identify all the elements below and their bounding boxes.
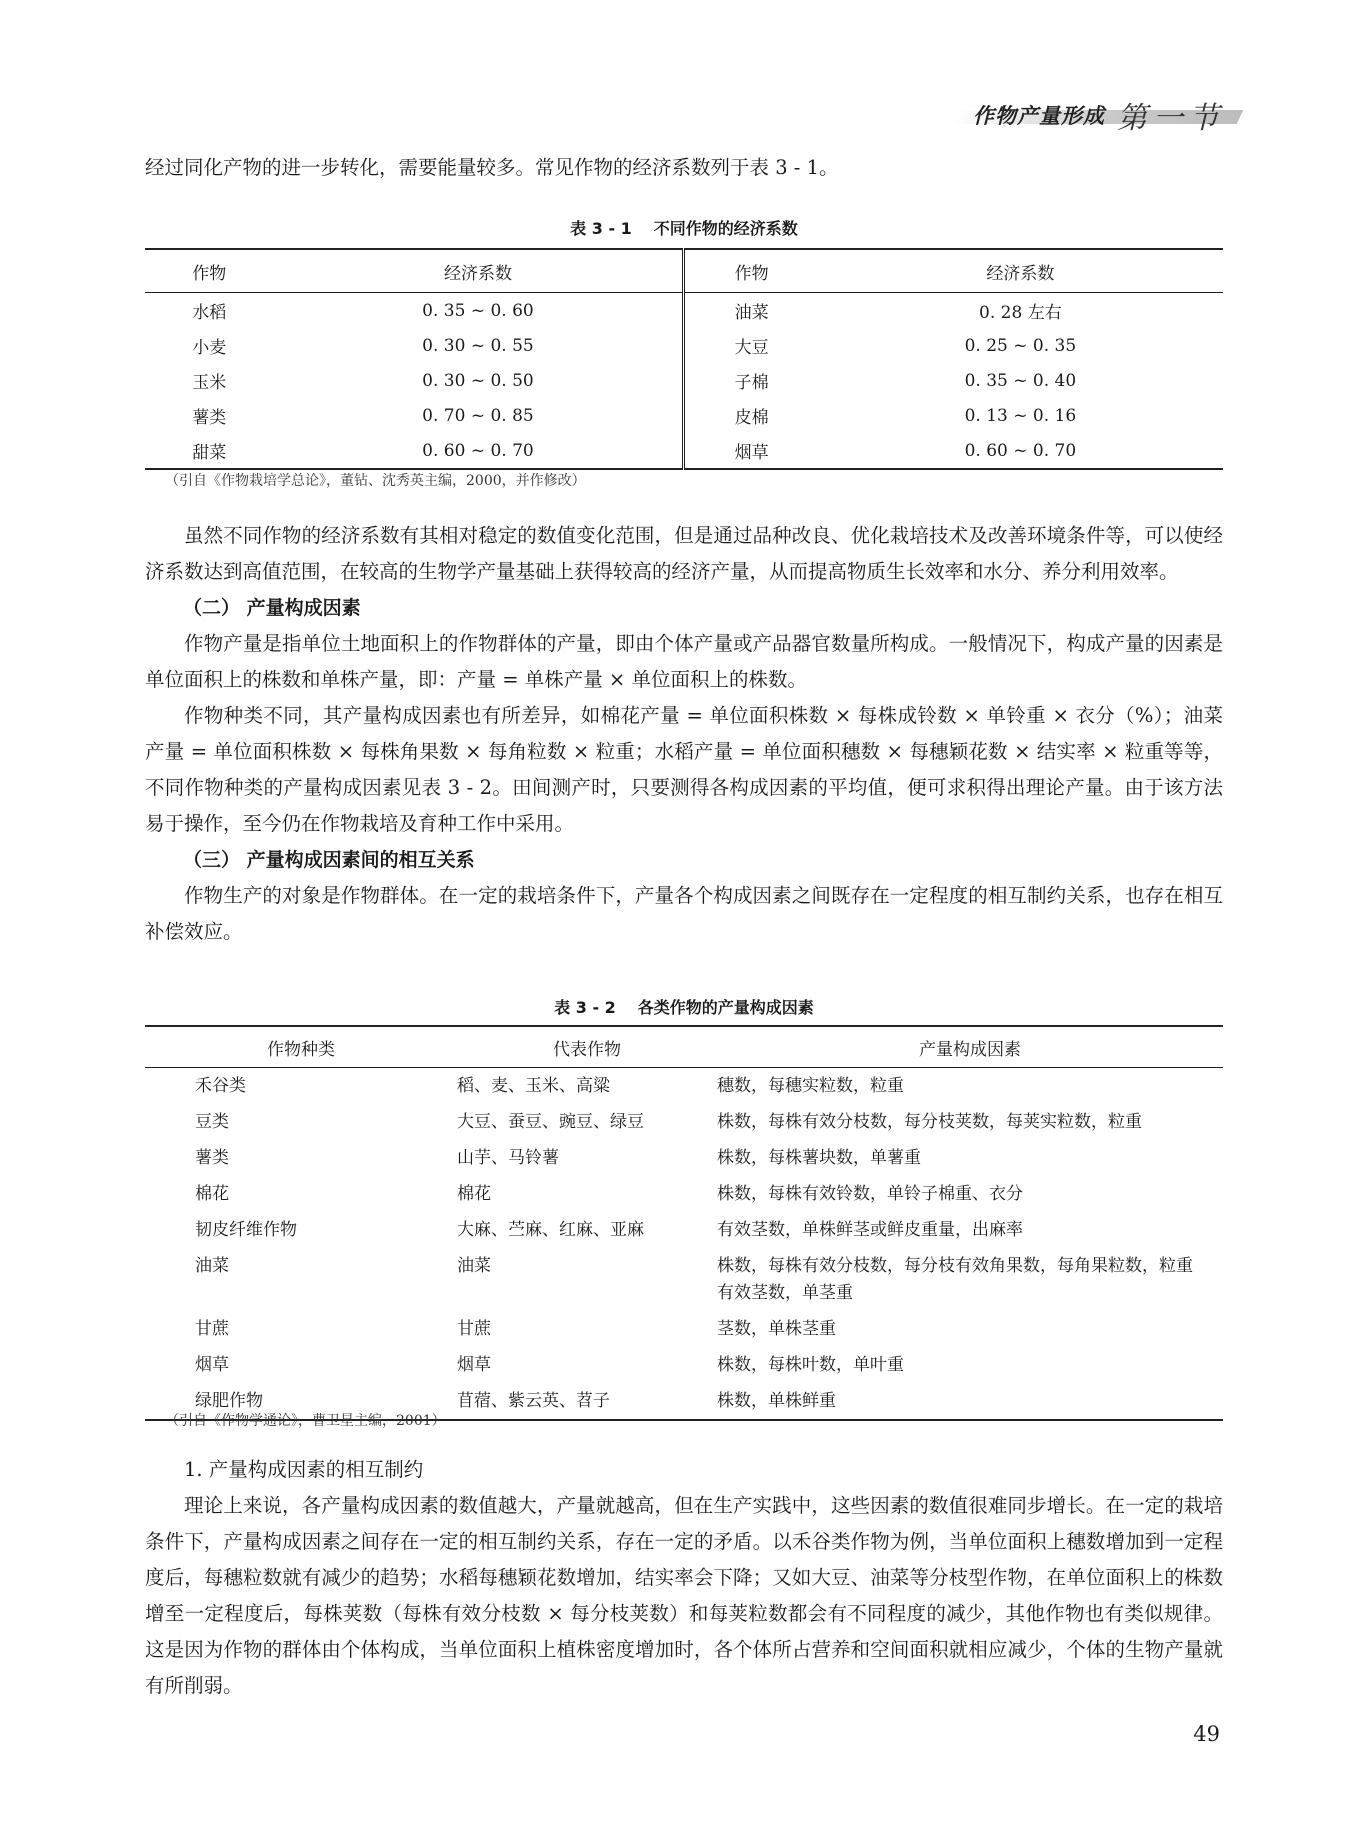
table-cell: 甘蔗	[195, 1319, 229, 1339]
table-cell: 烟草	[457, 1355, 491, 1375]
table-row	[145, 1212, 1223, 1248]
table-cell: 穗数，每穗实粒数，粒重	[717, 1076, 904, 1096]
table-cell: 烟草	[734, 443, 769, 463]
section-label: 第一节	[1117, 101, 1225, 136]
running-header	[973, 98, 1225, 136]
table-cell: 有效茎数，单株鲜茎或鲜皮重量，出麻率	[717, 1220, 1023, 1240]
table2-source: （引自《作物学通论》，曹卫星主编，2001）	[165, 1413, 446, 1429]
table-cell: 0. 28 左右	[979, 303, 1062, 323]
table-cell: 0. 30 ~ 0. 50	[273, 363, 684, 398]
table1-title: 不同作物的经济系数	[653, 219, 798, 238]
table-cell: 0. 25 ~ 0. 35	[964, 335, 1077, 356]
table1-caption	[145, 216, 1223, 239]
table-cell: 株数，每株薯块数，单薯重	[717, 1148, 921, 1168]
table-cell: 株数，每株有效铃数，单铃子棉重、衣分	[717, 1184, 1023, 1204]
table-cell: 绿肥作物	[195, 1391, 263, 1411]
table2-title: 各类作物的产量构成因素	[637, 998, 814, 1017]
table-row	[145, 1248, 1223, 1311]
table-cell: 禾谷类	[195, 1076, 246, 1096]
table-row	[145, 1347, 1223, 1383]
table-cell: 株数，单株鲜重	[717, 1391, 836, 1411]
table-cell: 大豆	[734, 338, 769, 358]
table-cell: 0. 35 ~ 0. 60	[273, 293, 684, 329]
table-cell: 薯类	[192, 408, 227, 428]
table-cell: 油菜	[195, 1256, 229, 1276]
table-cell: 甘蔗	[457, 1319, 491, 1339]
paragraph-economic-coef: 虽然不同作物的经济系数有其相对稳定的数值变化范围，但是通过品种改良、优化栽培技术及改善环境条件等，可以使经济系数达到高值范围，在较高的生物学产量基础上获得较高的经济产量，从而提高物质生长效率和水分、养分利用效率。	[145, 524, 1223, 583]
table-cell: 棉花	[195, 1184, 229, 1204]
table-cell: 棉花	[457, 1184, 491, 1204]
table-cell: 小麦	[192, 338, 227, 358]
body-text-1	[145, 518, 1223, 950]
table-cell: 豆类	[195, 1112, 229, 1132]
intro-text	[145, 150, 1223, 186]
table-cell: 烟草	[195, 1355, 229, 1375]
paragraph-population: 作物生产的对象是作物群体。在一定的栽培条件下，产量各个构成因素之间既存在一定程度的相互制约关系，也存在相互补偿效应。	[145, 884, 1223, 943]
table-economic-coefficients	[145, 248, 1223, 470]
table-cell: 0. 35 ~ 0. 40	[964, 370, 1077, 391]
table-cell: 0. 70 ~ 0. 85	[273, 398, 684, 433]
paragraph-yield-definition: 作物产量是指单位土地面积上的作物群体的产量，即由个体产量或产品器官数量所构成。一般情况下，构成产量的因素是单位面积上的株数和单株产量，即：产量 = 单株产量 × 单位面积上的株数。	[145, 632, 1223, 691]
table2-header-type: 作物种类	[145, 1026, 457, 1068]
table-cell: 株数，每株有效分枝数，每分枝荚数，每荚实粒数，粒重	[717, 1112, 1142, 1132]
table-cell: 油菜	[457, 1256, 491, 1276]
table1-number: 表 3 - 1	[570, 219, 632, 238]
table-cell: 玉米	[192, 373, 227, 393]
body-text-2	[145, 1452, 1223, 1704]
table-cell: 皮棉	[734, 408, 769, 428]
table-row	[145, 398, 1223, 433]
page-number: 49	[1193, 1722, 1220, 1746]
table-cell: 薯类	[195, 1148, 229, 1168]
table-cell: 韧皮纤维作物	[195, 1220, 297, 1240]
table1-source: （引自《作物栽培学总论》，董钻、沈秀英主编，2000，并作修改）	[165, 473, 586, 489]
table-cell: 稻、麦、玉米、高粱	[457, 1076, 610, 1096]
table-row	[145, 363, 1223, 398]
table-cell: 0. 60 ~ 0. 70	[964, 440, 1077, 461]
table-cell: 大麻、苎麻、红麻、亚麻	[457, 1220, 644, 1240]
table-cell: 大豆、蚕豆、豌豆、绿豆	[457, 1112, 644, 1132]
table-cell: 0. 13 ~ 0. 16	[964, 405, 1077, 426]
intro-line: 经过同化产物的进一步转化，需要能量较多。常见作物的经济系数列于表 3 - 1。	[145, 156, 839, 179]
table-yield-components	[145, 1025, 1223, 1421]
table1-header-coef-2: 经济系数	[818, 249, 1223, 293]
heading-yield-components: （二） 产量构成因素	[183, 597, 361, 619]
table-cell: 株数，每株有效分枝数，每分枝有效角果数，每角果粒数，粒重有效茎数，单茎重	[717, 1256, 1193, 1303]
table2-caption	[145, 995, 1223, 1018]
subheading-mutual-restriction: 1. 产量构成因素的相互制约	[184, 1458, 424, 1481]
table-row	[145, 1176, 1223, 1212]
table-row	[145, 1311, 1223, 1347]
table1-header-coef: 经济系数	[273, 249, 684, 293]
heading-component-relations: （三） 产量构成因素间的相互关系	[183, 849, 475, 871]
table-cell: 甜菜	[192, 443, 227, 463]
table-cell: 茎数，单株茎重	[717, 1319, 836, 1339]
table2-header-components: 产量构成因素	[717, 1026, 1223, 1068]
table-row	[145, 1068, 1223, 1105]
table-row	[145, 1140, 1223, 1176]
table1-header-crop-2: 作物	[684, 249, 818, 293]
chapter-title: 作物产量形成	[973, 103, 1105, 128]
paragraph-mutual-restriction: 理论上来说，各产量构成因素的数值越大，产量就越高，但在生产实践中，这些因素的数值很难同步增长。在一定的栽培条件下，产量构成因素之间存在一定的相互制约关系，存在一定的矛盾。以禾谷类作物为例，当单位面积上穗数增加到一定程度后，每穗粒数就有减少的趋势；水稻每穗颖花数增加，结实率会下降；又如大豆、油菜等分枝型作物，在单位面积上的株数增至一定程度后，每株荚数（每株有效分枝数 × 每分枝荚数）和每荚粒数都会有不同程度的减少，其他作物也有类似规律。这是因为作物的群体由个体构成，当单位面积上植株密度增加时，各个体所占营养和空间面积就相应减少，个体的生物产量就有所削弱。	[145, 1494, 1223, 1697]
paragraph-yield-formulas: 作物种类不同，其产量构成因素也有所差异，如棉花产量 = 单位面积株数 × 每株成铃数 × 单铃重 × 衣分（%）；油菜产量 = 单位面积株数 × 每株角果数 × 每角粒数 × 粒重；水稻产量 = 单位面积穗数 × 每穗颖花数 × 结实率 × 粒重等等，不同作物种类的产量构成因素见表 3 - 2。田间测产时，只要测得各构成因素的平均值，便可求积得出理论产量。由于该方法易于操作，至今仍在作物栽培及育种工作中采用。	[145, 704, 1223, 835]
table-cell: 山芋、马铃薯	[457, 1148, 559, 1168]
table-row	[145, 328, 1223, 363]
table-cell: 油菜	[734, 303, 769, 323]
table-row	[145, 433, 1223, 469]
table-row	[145, 1104, 1223, 1140]
table1-header-row	[145, 249, 1223, 293]
table2-header-row	[145, 1026, 1223, 1068]
table-cell: 水稻	[192, 303, 227, 323]
table-cell: 株数，每株叶数，单叶重	[717, 1355, 904, 1375]
table-cell: 苜蓿、紫云英、苕子	[457, 1391, 610, 1411]
table-cell: 0. 60 ~ 0. 70	[273, 433, 684, 469]
table2-header-representative: 代表作物	[457, 1026, 717, 1068]
table-row	[145, 293, 1223, 329]
table-cell: 0. 30 ~ 0. 55	[273, 328, 684, 363]
table-cell: 子棉	[734, 373, 769, 393]
table1-header-crop: 作物	[145, 249, 273, 293]
table2-number: 表 3 - 2	[554, 998, 616, 1017]
